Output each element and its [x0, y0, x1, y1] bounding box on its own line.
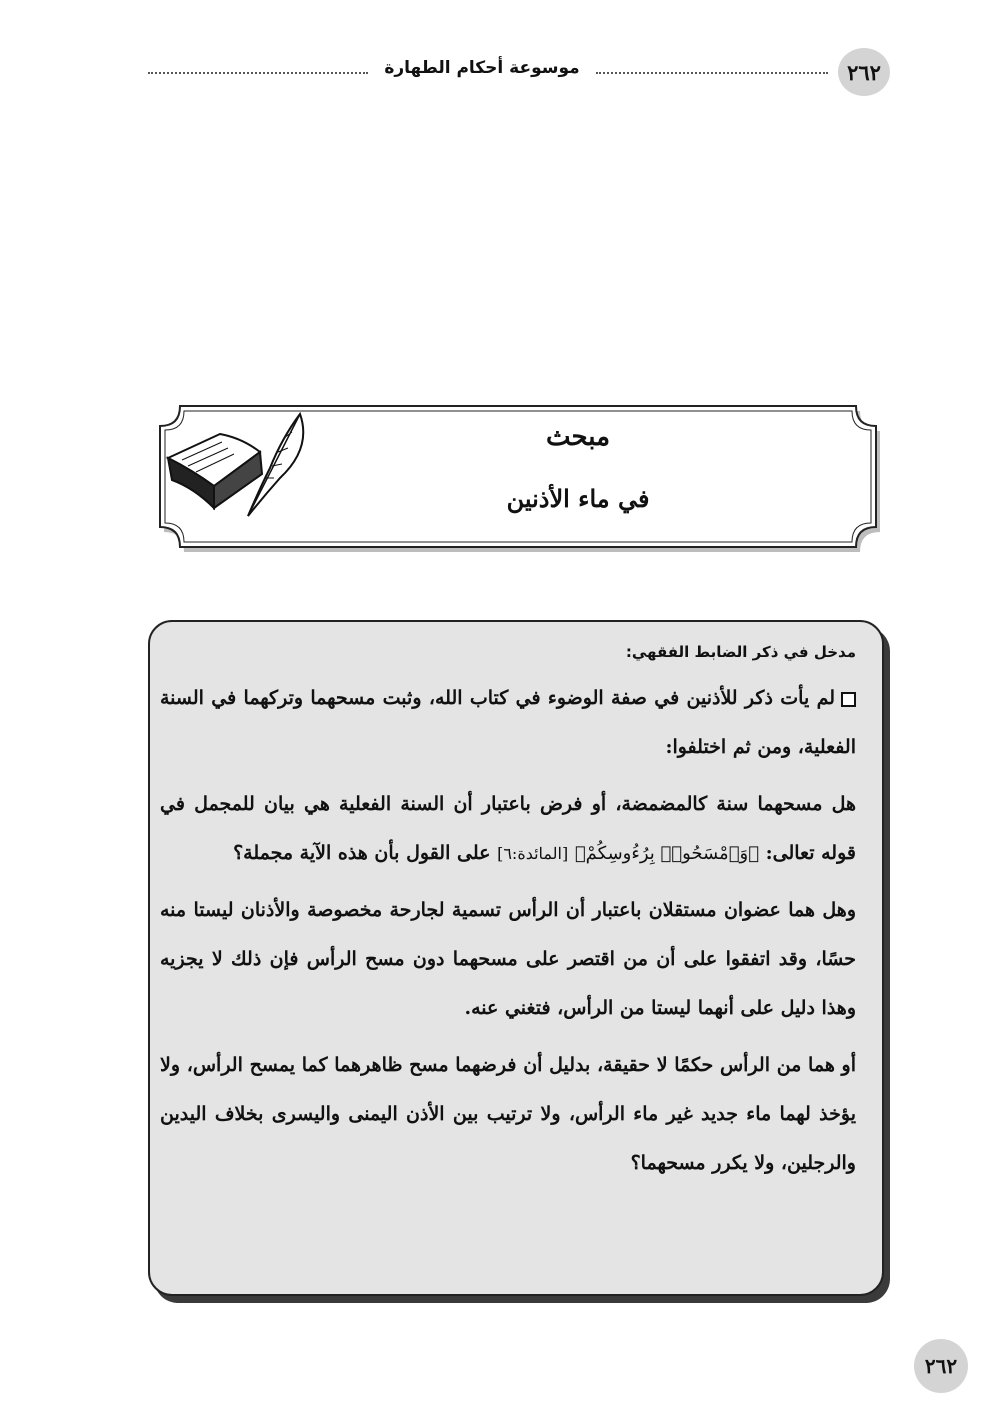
chapter-title-frame [148, 400, 888, 555]
footer-page-number: ٢٦٢ [914, 1339, 968, 1393]
book-and-quill-icon [162, 408, 312, 528]
header-dotted-rule-right [596, 72, 828, 74]
quran-quote: ﴿وَٱمْسَحُوا۟ بِرُءُوسِكُمْ﴾ [574, 843, 759, 864]
paragraph-2 [160, 780, 856, 878]
paragraph-2-start: هل مسحهما سنة كالمضمضة، أو فرض باعتبار أن السنة الفعلية هي بيان للمجمل في قوله تعالى: [160, 793, 857, 864]
header-page-number: ٢٦٢ [838, 48, 890, 96]
content-box [148, 620, 884, 1296]
section-heading: مدخل في ذكر الضابط الفقهي: [625, 643, 856, 661]
paragraph-2-end: على القول بأن هذه الآية مجملة؟ [233, 842, 491, 864]
chapter-subtitle: في ماء الأذنين [506, 484, 650, 513]
header-dotted-rule-left [148, 72, 368, 74]
book-title: موسوعة أحكام الطهارة [384, 58, 580, 78]
chapter-title: مبحث [545, 422, 611, 452]
content-text [160, 630, 856, 1196]
checkbox-bullet-icon [841, 692, 856, 707]
paragraph-1-text: لم يأت ذكر للأذنين في صفة الوضوء في كتاب الله، وثبت مسحهما وتركهما في السنة الفعلية، ومن ثم اختلفوا: [160, 687, 856, 758]
paragraph-4: أو هما من الرأس حكمًا لا حقيقة، بدليل أن فرضهما مسح ظاهرهما كما يمسح الرأس، ولا يؤخذ لهما ماء جديد غير ماء الرأس، ولا ترتيب بين الأذن اليمنى واليسرى بخلاف اليدين والرجلين، ولا يكرر مسحهما؟ [160, 1054, 856, 1174]
paragraph-3: وهل هما عضوان مستقلان باعتبار أن الرأس تسمية لجارحة مخصوصة والأذنان ليستا منه حسًا، وقد اتفقوا على أن من اقتصر على مسحهما دون مسح الرأس فإن ذلك لا يجزيه وهذا دليل على أنهما ليستا من الرأس، فتغني عنه. [160, 899, 856, 1019]
page-header [148, 48, 890, 96]
paragraph-1 [160, 674, 856, 772]
quran-reference: [المائدة:٦] [497, 844, 569, 863]
